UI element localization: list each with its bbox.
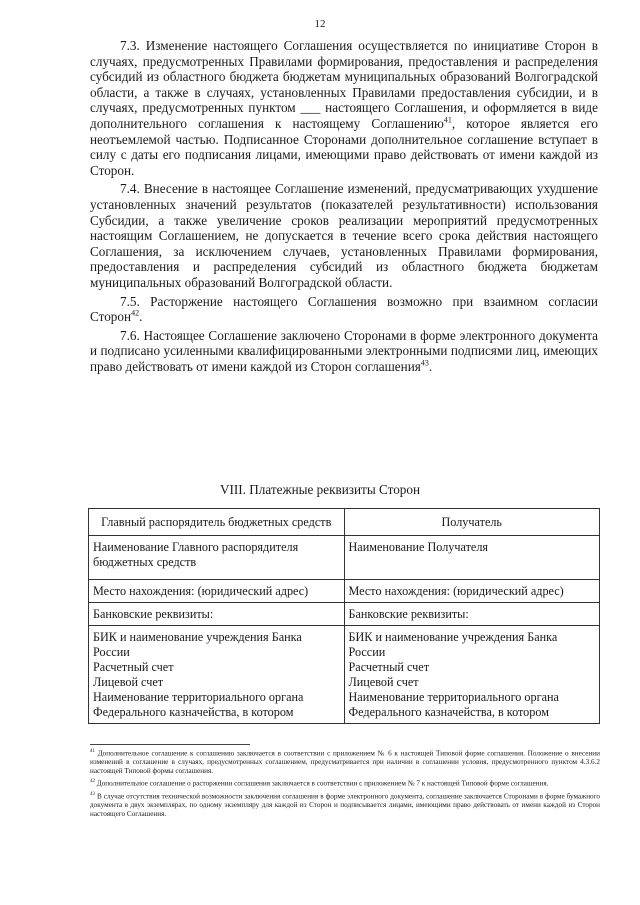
payment-details-table [88, 508, 600, 724]
table-cell: Наименование Получателя [344, 536, 600, 580]
table-cell: Банковские реквизиты: [89, 603, 345, 626]
footnote-text: Дополнительное соглашение о расторжении соглашения заключается в соответствии с приложением № 7 к настоящей Типовой форме соглашения. [96, 779, 549, 788]
header-grantor: Главный распорядитель бюджетных средств [89, 509, 345, 536]
footnote-43 [90, 790, 600, 819]
paragraph-tail: , которое является его неотъемлемой частью. Подписанное Сторонами дополнительное соглашение вступает в силу с даты его подписания лицами, имеющими право действовать от имени каждой из Сторон. [90, 115, 598, 178]
header-recipient: Получатель [344, 509, 600, 536]
paragraph-tail: . [428, 358, 433, 374]
table-row [89, 626, 600, 724]
footnote-ref: 41 [443, 115, 452, 125]
paragraph-text: 7.6. Настоящее Соглашение заключено Сторонами в форме электронного документа и подписано усиленными квалифицированными электронными подписями лиц, имеющих право действовать от имени каждой из Сторон соглашения [90, 327, 598, 374]
paragraph-7-5 [90, 294, 598, 325]
table-cell: Наименование Главного распорядителя бюджетных средств [89, 536, 345, 580]
paragraph-text: 7.5. Расторжение настоящего Соглашения возможно при взаимном согласии Сторон [90, 293, 598, 325]
footnote-mark: 41 [90, 749, 95, 754]
footnote-ref: 43 [420, 358, 429, 368]
table-cell: Место нахождения: (юридический адрес) [89, 580, 345, 603]
paragraph-7-3 [90, 38, 598, 178]
page-number: 12 [314, 18, 326, 30]
paragraph-7-6 [90, 328, 598, 375]
footnotes [90, 747, 600, 820]
footnote-mark: 43 [90, 791, 95, 797]
table-row [89, 536, 600, 580]
footnote-mark: 42 [90, 779, 95, 785]
footnote-ref: 42 [131, 308, 140, 318]
section-title: VIII. Платежные реквизиты Сторон [219, 482, 421, 497]
footnote-text: Дополнительное соглашение к соглашению заключается в соответствии с приложением № 6 к настоящей Типовой форме соглашения. Положение о внесении изменений в соглашение в случаях, предусмотренных соглашением, предусматривается при наличии в соглашении условия, предусмотренного пунктом 4.3.6.2 настоящей Типовой формы соглашения. [90, 749, 600, 776]
paragraph-text: 7.3. Изменение настоящего Соглашения осуществляется по инициативе Сторон в случаях, предусмотренных Правилами формирования, предоставления и распределения субсидий из областного бюджета бюджетам муниципальных образований Волгоградской области, а также в случаях, установленных Правилами предоставления субсидии, и в случаях, предусмотренных пунктом ___ настоящего Соглашения, и оформляется в виде дополнительного соглашения к настоящему Соглашению [90, 38, 598, 131]
paragraph-tail: . [139, 309, 143, 325]
table-cell: Банковские реквизиты: [344, 603, 600, 626]
agreement-body [90, 38, 598, 377]
footnote-41 [90, 747, 600, 776]
footnote-text: В случае отсутствия технической возможности заключения соглашения в форме электронного документа, соглашение заключается Сторонами в форме бумажного документа в двух экземплярах, по одному экземпляру для каждой из Сторон и подписывается лицами, имеющими право действовать от имени каждой из Сторон настоящего Соглашения. [90, 792, 600, 819]
table-cell: БИК и наименование учреждения Банка России Расчетный счет Лицевой счет Наименование территориального органа Федерального казначейства, в котором [344, 626, 600, 724]
paragraph-7-4 [90, 181, 598, 290]
footnote-divider [90, 744, 250, 745]
table-cell: Место нахождения: (юридический адрес) [344, 580, 600, 603]
table-header-row [89, 509, 600, 536]
table-row [89, 580, 600, 603]
footnote-42 [90, 777, 600, 788]
table-cell: БИК и наименование учреждения Банка России Расчетный счет Лицевой счет Наименование территориального органа Федерального казначейства, в котором [89, 626, 345, 724]
paragraph-text: 7.4. Внесение в настоящее Соглашение изменений, предусматривающих ухудшение установленных значений результатов (показателей результативности) использования Субсидии, а также увеличение сроков реализации мероприятий предусмотренных настоящим Соглашением, не допускается в течение всего срока действия настоящего Соглашения, за исключением случаев, установленных Правилами формирования, предоставления и распределения субсидий из областного бюджета бюджетам муниципальных образований Волгоградской области. [90, 181, 598, 290]
table-row [89, 603, 600, 626]
